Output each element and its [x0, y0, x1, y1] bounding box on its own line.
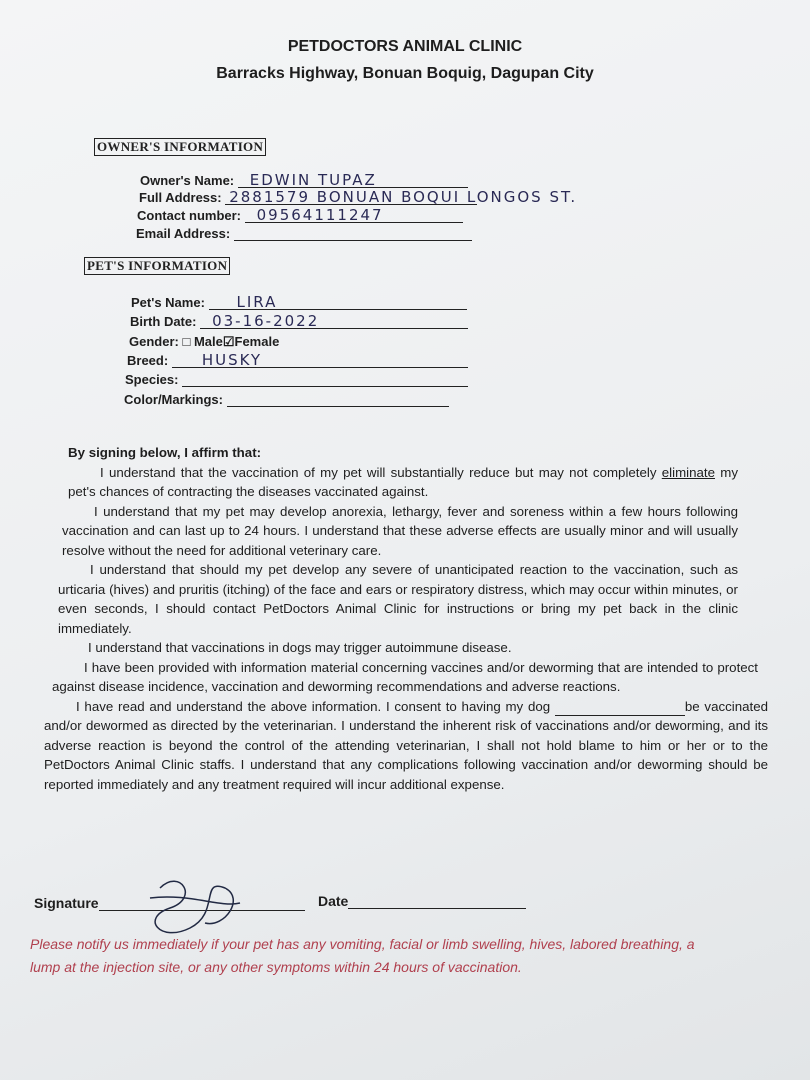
date-label: Date [318, 893, 349, 909]
female-label: Female [234, 334, 280, 349]
p6-rest: be vaccinated and/or dewormed as directed by the veterinarian. I understand the inherent risk of vaccinations and/or deworming, and its adverse reaction is beyond the control of the attending veterinarian, I shall not hold blame to him or her or to the PetDoctors Animal Clinic staffs. I understand that any complications following vaccination and/or deworming should be reported immediately and any treatment required will incur additional expense. [44, 698, 768, 792]
color-field [124, 392, 449, 407]
owner-name-value: EDWIN TUPAZ [249, 171, 377, 189]
color-label: Color/Markings: [124, 392, 223, 407]
breed-field [127, 353, 468, 368]
consent-p6 [44, 697, 768, 795]
p1-rest: my pet's chances of contracting the diseases vaccinated against. [68, 464, 738, 499]
consent-p5: I have been provided with information material concerning vaccines and/or deworming that are intended to protect against disease incidence, vaccination and deworming recommendations and adverse reactions. [52, 659, 758, 694]
species-label: Species: [125, 372, 179, 387]
clinic-name: PETDOCTORS ANIMAL CLINIC [287, 38, 523, 55]
p1-text: I understand that the vaccination of my pet will substantially reduce but may not completely [100, 464, 657, 480]
p1-underlined: eliminate [661, 464, 715, 480]
consent-p4: I understand that vaccinations in dogs may trigger autoimmune disease. [88, 640, 512, 655]
email-field [136, 226, 472, 241]
address-value: 2881579 BONUAN BOQUI LONGOS ST. [229, 188, 578, 206]
pet-name-value: LIRA [236, 293, 278, 311]
pet-name-label: Pet's Name: [131, 295, 205, 310]
address-label: Full Address: [139, 190, 222, 205]
birth-date-value: 03-16-2022 [212, 312, 320, 330]
male-label: Male [193, 334, 223, 349]
species-field [125, 372, 468, 387]
consent-p1 [68, 463, 738, 502]
birth-date-label: Birth Date: [130, 314, 197, 329]
birth-date-field [130, 314, 468, 329]
pet-section-heading: PET'S INFORMATION [84, 257, 230, 275]
consent-intro: By signing below, I affirm that: [68, 445, 262, 460]
post-vaccination-note: Please notify us immediately if your pet has any vomiting, facial or limb swelling, hives, labored breathing, a lump at the injection site, or any other symptoms within 24 hours of vaccination. [30, 936, 695, 975]
signature-label: Signature [34, 895, 99, 911]
gender-label: Gender: [129, 334, 179, 349]
email-label: Email Address: [136, 226, 231, 241]
breed-label: Breed: [127, 353, 169, 368]
contact-field [137, 208, 463, 223]
gender-field [129, 334, 279, 350]
date-field [318, 893, 526, 909]
address-field [139, 188, 578, 206]
breed-value: HUSKY [201, 351, 263, 369]
consent-p3: I understand that should my pet develop any severe of unanticipated reaction to the vaccination, such as urticaria (hives) and pruritis (itching) of the face and ears or respiratory distress, which may occur within minutes, or even seconds, I should contact PetDoctors Animal Clinic for instructions or bring my pet back in the clinic immediately. [58, 562, 738, 636]
female-checkbox-icon[interactable]: ☑ [222, 334, 235, 349]
contact-value: 09564111247 [256, 206, 384, 224]
male-checkbox-icon[interactable]: □ [182, 334, 191, 349]
owner-name-label: Owner's Name: [140, 173, 235, 188]
pet-name-field [131, 295, 467, 310]
consent-p2: I understand that my pet may develop anorexia, lethargy, fever and soreness within a few hours following vaccination and can last up to 24 hours. I understand that these adverse effects are usually minor and will usually resolve without the need for additional veterinary care. [62, 503, 738, 558]
consent-text [44, 443, 768, 794]
owner-section-heading: OWNER'S INFORMATION [94, 138, 266, 156]
owner-name-field [140, 173, 468, 188]
clinic-address: Barracks Highway, Bonuan Boquig, Dagupan City [216, 65, 594, 82]
p6-text: I have read and understand the above information. I consent to having my dog [76, 698, 551, 714]
contact-label: Contact number: [137, 208, 241, 223]
